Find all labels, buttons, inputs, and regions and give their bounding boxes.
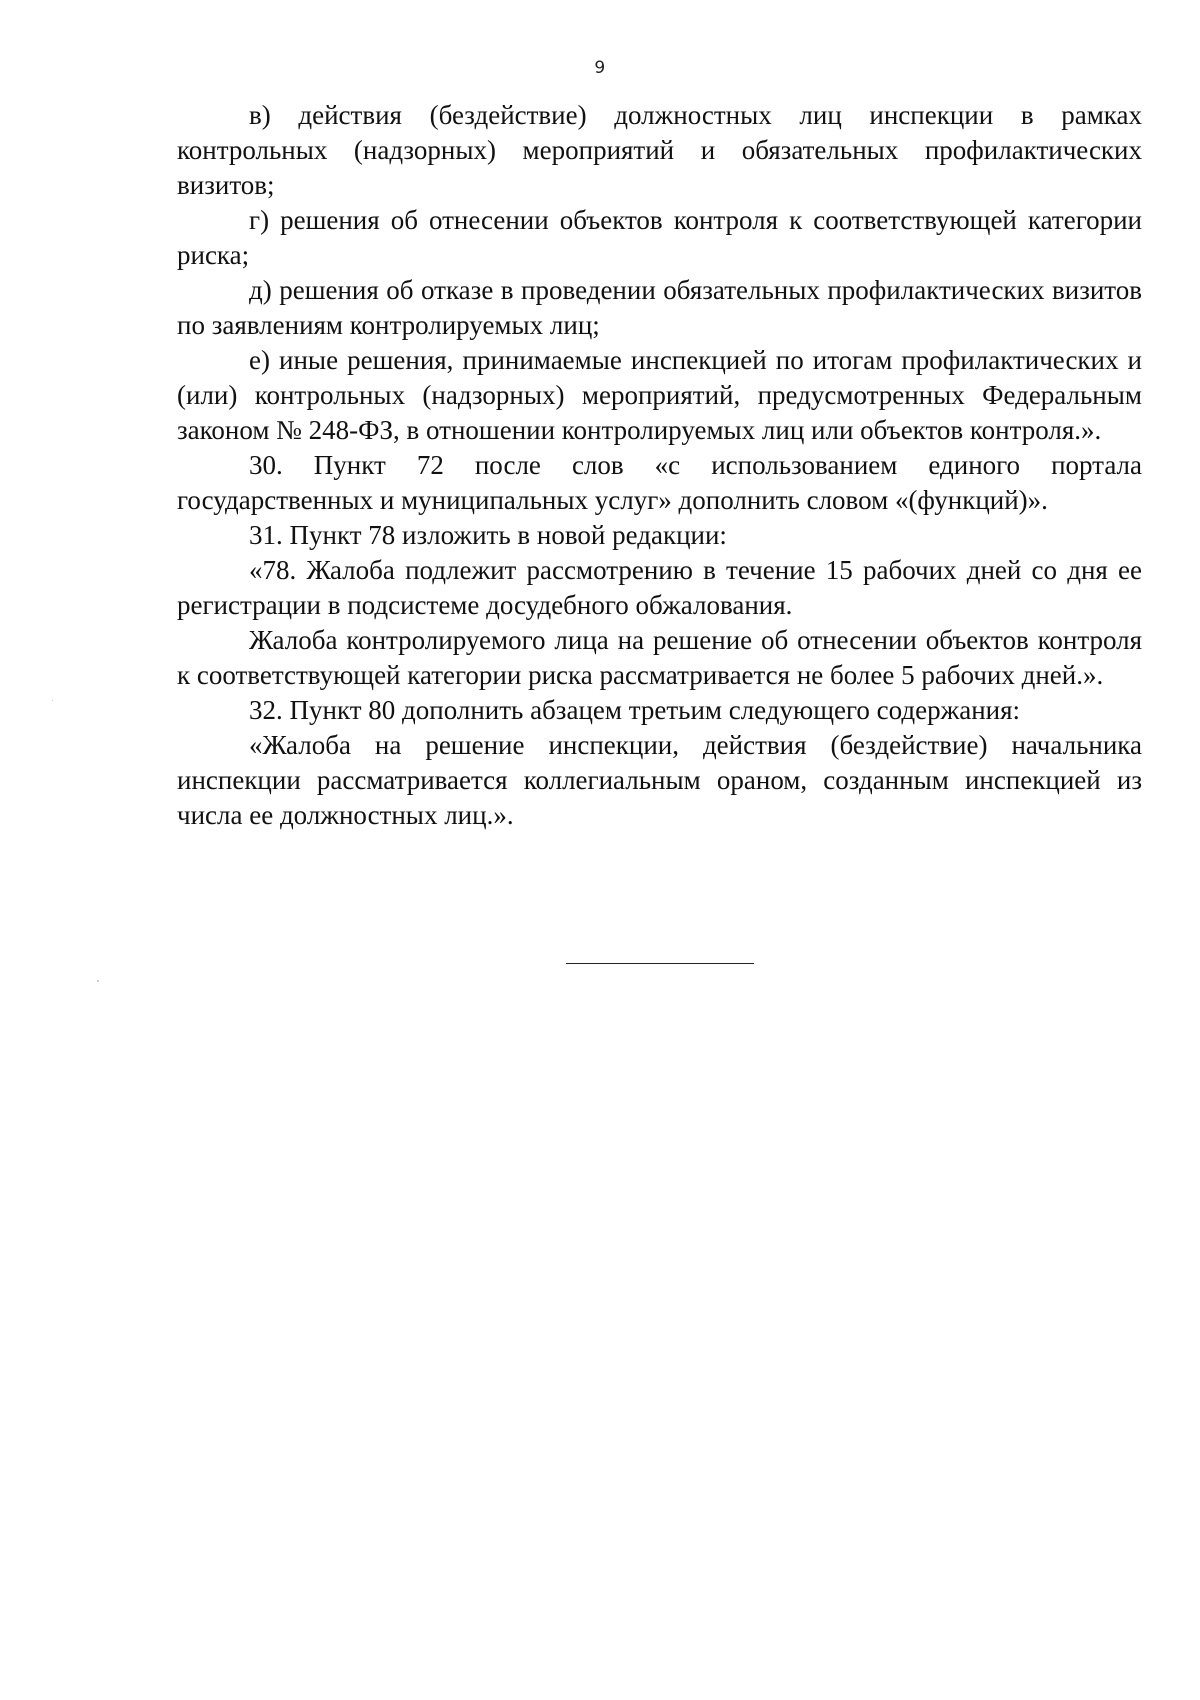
paragraph-item-g: г) решения об отнесении объектов контроля к соответствующей категории риска;	[177, 205, 1142, 270]
paragraph-complaint-risk: Жалоба контролируемого лица на решение об отнесении объектов контроля к соответствующей категории риска рассматривается не более 5 рабочих дней.».	[177, 625, 1142, 690]
page-number: 9	[594, 58, 606, 78]
scan-speck	[52, 700, 53, 701]
paragraph-item-e: е) иные решения, принимаемые инспекцией по итогам профилактических и (или) контрольных (надзорных) мероприятий, предусмотренных Федеральным законом № 248-ФЗ, в отношении контролируемых лиц или объектов контроля.».	[177, 345, 1142, 445]
scan-speck	[97, 980, 99, 982]
document-body	[177, 98, 1142, 833]
end-of-document-rule	[566, 963, 754, 964]
paragraph-point-32: 32. Пункт 80 дополнить абзацем третьим следующего содержания:	[249, 695, 1021, 725]
paragraph-item-d: д) решения об отказе в проведении обязательных профилактических визитов по заявлениям контролируемых лиц;	[177, 275, 1142, 340]
paragraph-point-30: 30. Пункт 72 после слов «с использованием единого портала государственных и муниципальных услуг» дополнить словом «(функций)».	[177, 450, 1142, 515]
paragraph-item-v: в) действия (бездействие) должностных лиц инспекции в рамках контрольных (надзорных) мероприятий и обязательных профилактических визитов;	[177, 100, 1142, 200]
paragraph-point-78-text: «78. Жалоба подлежит рассмотрению в течение 15 рабочих дней со дня ее регистрации в подсистеме досудебного обжалования.	[177, 555, 1142, 620]
paragraph-point-31: 31. Пункт 78 изложить в новой редакции:	[249, 520, 727, 550]
paragraph-point-80-text: «Жалоба на решение инспекции, действия (бездействие) начальника инспекции рассматривается коллегиальным ораном, созданным инспекцией из числа ее должностных лиц.».	[177, 730, 1142, 830]
